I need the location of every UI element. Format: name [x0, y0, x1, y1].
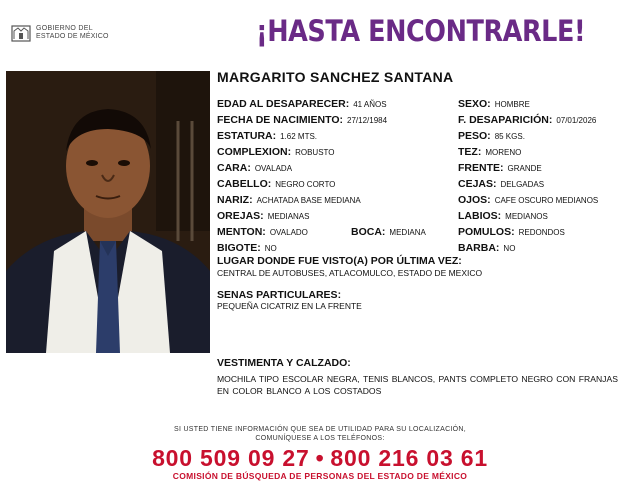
field-nariz: NARIZ: ACHATADA BASE MEDIANA — [217, 194, 361, 206]
contact-info-line-2: COMUNÍQUESE A LOS TELÉFONOS: — [255, 435, 385, 442]
field-fecha-nacimiento: FECHA DE NACIMIENTO: 27/12/1984 — [217, 114, 388, 126]
field-orejas: OREJAS: MEDIANAS — [217, 210, 310, 222]
field-frente: FRENTE: GRANDE — [458, 162, 542, 174]
poster-headline: ¡HASTA ENCONTRARLE! — [256, 14, 586, 48]
phone-separator: • — [315, 445, 325, 471]
field-sexo: SEXO: HOMBRE — [458, 98, 530, 110]
person-photo — [6, 71, 210, 353]
person-name: MARGARITO SANCHEZ SANTANA — [217, 69, 454, 85]
field-cejas: CEJAS: DELGADAS — [458, 178, 545, 190]
field-tez: TEZ: MORENO — [458, 146, 522, 158]
distinguishing-marks-value: PEQUEÑA CICATRIZ EN LA FRENTE — [217, 301, 362, 311]
phone-number-1[interactable]: 800 509 09 27 — [152, 445, 310, 471]
clothing-label: VESTIMENTA Y CALZADO: — [217, 357, 351, 369]
field-edad: EDAD AL DESAPARECER: 41 AÑOS — [217, 98, 387, 110]
field-cabello: CABELLO: NEGRO CORTO — [217, 178, 336, 190]
field-labios: LABIOS: MEDIANOS — [458, 210, 548, 222]
field-cara: CARA: OVALADA — [217, 162, 293, 174]
state-emblem-icon — [10, 22, 32, 44]
field-boca: BOCA: MEDIANA — [351, 226, 426, 238]
commission-name: COMISIÓN DE BÚSQUEDA DE PERSONAS DEL ESTADO DE MÉXICO — [172, 471, 468, 481]
field-bigote: BIGOTE: NO — [217, 242, 277, 254]
field-ojos: OJOS: CAFE OSCURO MEDIANOS — [458, 194, 599, 206]
government-logo — [10, 22, 109, 44]
logo-line-1: GOBIERNO DEL — [36, 25, 93, 32]
field-pomulos: POMULOS: REDONDOS — [458, 226, 565, 238]
contact-info-line-1: SI USTED TIENE INFORMACIÓN QUE SEA DE UTILIDAD PARA SU LOCALIZACIÓN, — [173, 426, 467, 433]
last-seen-label: LUGAR DONDE FUE VISTO(A) POR ÚLTIMA VEZ: — [217, 255, 462, 267]
field-menton: MENTON: OVALADO — [217, 226, 308, 238]
clothing-value: MOCHILA TIPO ESCOLAR NEGRA, TENIS BLANCOS, PANTS COMPLETO NEGRO CON FRANJAS EN COLOR BLANCO A LOS COSTADOS — [217, 374, 618, 396]
phone-number-2[interactable]: 800 216 03 61 — [330, 445, 488, 471]
distinguishing-marks-label: SENAS PARTICULARES: — [217, 289, 342, 301]
last-seen-value: CENTRAL DE AUTOBUSES, ATLACOMULCO, ESTADO DE MEXICO — [217, 268, 483, 278]
field-peso: PESO: 85 KGS. — [458, 130, 525, 142]
logo-line-2: ESTADO DE MÉXICO — [36, 33, 109, 40]
field-barba: BARBA: NO — [458, 242, 516, 254]
field-fecha-desaparicion: F. DESAPARICIÓN: 07/01/2026 — [458, 114, 597, 126]
field-complexion: COMPLEXION: ROBUSTO — [217, 146, 335, 158]
phone-numbers — [0, 445, 640, 472]
field-estatura: ESTATURA: 1.62 MTS. — [217, 130, 318, 142]
